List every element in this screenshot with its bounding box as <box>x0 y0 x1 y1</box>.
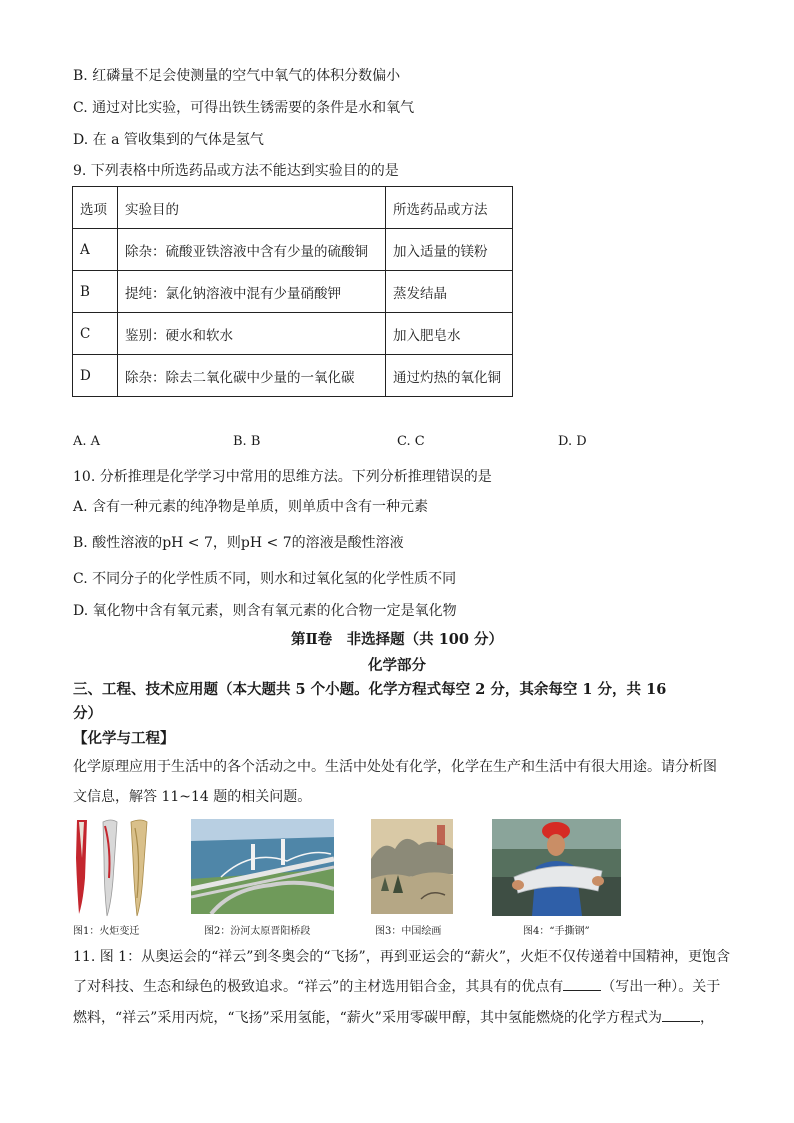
q10-option-d: D. 氧化物中含有氧元素，则含有氧元素的化合物一定是氧化物 <box>73 603 457 619</box>
q9-option-d: D. D <box>558 434 587 449</box>
table-row <box>73 313 513 355</box>
table-header-cell: 所选药品或方法 <box>386 187 513 229</box>
table-cell: 加入适量的镁粉 <box>386 229 513 271</box>
table-row <box>73 229 513 271</box>
table-cell: C <box>73 313 118 355</box>
figure-caption: 图4：“手撕钢” <box>523 926 590 937</box>
q9-stem: 9. 下列表格中所选药品或方法不能达到实验目的的是 <box>73 163 399 179</box>
table-header-row <box>73 187 513 229</box>
torch-icon <box>73 818 159 918</box>
worker-photo <box>492 819 621 916</box>
section3-heading: 三、工程、技术应用题（本大题共 5 个小题。化学方程式每空 2 分，其余每空 1 分，共 16 <box>73 681 667 698</box>
figure-caption: 图2：汾河太原晋阳桥段 <box>204 926 311 937</box>
bridge-photo <box>191 819 334 914</box>
q9-option-a: A. A <box>73 434 101 449</box>
table-cell: D <box>73 355 118 397</box>
q11-text-part: 了对科技、生态和绿色的极致追求。“祥云”的主材选用铝合金，其具有的优点有 <box>73 979 564 995</box>
section3-heading-cont: 分） <box>73 705 102 722</box>
figure-caption: 图3：中国绘画 <box>375 926 442 937</box>
figure-caption: 图1：火炬变迁 <box>73 926 140 937</box>
table-cell: 蒸发结晶 <box>386 271 513 313</box>
q8-option-b: B. 红磷量不足会使测量的空气中氧气的体积分数偏小 <box>73 68 401 84</box>
answer-blank[interactable] <box>662 1007 700 1022</box>
q8-option-d: D. 在 a 管收集到的气体是氢气 <box>73 132 264 148</box>
answer-blank[interactable] <box>563 976 601 991</box>
q10-option-a: A. 含有一种元素的纯净物是单质，则单质中含有一种元素 <box>73 499 429 515</box>
q11-text-part: 燃料，“祥云”采用丙烷，“飞扬”采用氢能，“薪火”采用零碳甲醇，其中氢能燃烧的化学方程式为 <box>73 1010 662 1026</box>
table-cell: 通过灼热的氧化铜 <box>386 355 513 397</box>
q11-text: 11. 图 1：从奥运会的“祥云”到冬奥会的“飞扬”，再到亚运会的“薪火”，火炬不仅传递着中国精神，更饱含 <box>73 949 731 965</box>
table-cell: 除杂：硫酸亚铁溶液中含有少量的硫酸铜 <box>118 229 386 271</box>
table-cell: B <box>73 271 118 313</box>
q9-options <box>73 434 713 454</box>
intro-text: 化学原理应用于生活中的各个活动之中。生活中处处有化学，化学在生产和生活中有很大用途。请分析图 <box>73 759 717 775</box>
table-row <box>73 271 513 313</box>
table-cell: 鉴别：硬水和软水 <box>118 313 386 355</box>
q8-option-c: C. 通过对比实验，可得出铁生锈需要的条件是水和氧气 <box>73 100 415 116</box>
chemistry-section-title: 化学部分 <box>368 657 426 674</box>
table-header-cell: 实验目的 <box>118 187 386 229</box>
intro-text-cont: 文信息，解答 11~14 题的相关问题。 <box>73 789 312 805</box>
q11-text-cont2 <box>73 1007 714 1028</box>
q9-option-c: C. C <box>397 434 425 449</box>
table-row <box>73 355 513 397</box>
table-cell: 除杂：除去二氧化碳中少量的一氧化碳 <box>118 355 386 397</box>
chem-engineering-label: 【化学与工程】 <box>73 730 175 747</box>
q11-text-part: （写出一种）。关于 <box>601 979 721 995</box>
q10-stem: 10. 分析推理是化学学习中常用的思维方法。下列分析推理错误的是 <box>73 469 492 485</box>
table-cell: 提纯：氯化钠溶液中混有少量硝酸钾 <box>118 271 386 313</box>
q9-table <box>72 186 513 397</box>
table-header-cell: 选项 <box>73 187 118 229</box>
table-cell: 加入肥皂水 <box>386 313 513 355</box>
q9-option-b: B. B <box>233 434 261 449</box>
q10-option-b: B. 酸性溶液的pH < 7，则pH < 7的溶液是酸性溶液 <box>73 535 404 551</box>
q11-text-cont <box>73 976 720 997</box>
table-cell: A <box>73 229 118 271</box>
landscape-painting <box>371 819 453 914</box>
q10-option-c: C. 不同分子的化学性质不同，则水和过氧化氢的化学性质不同 <box>73 571 457 587</box>
part2-title: 第Ⅱ卷 非选择题（共 100 分） <box>290 631 504 648</box>
q11-text-part: ， <box>699 1010 714 1026</box>
